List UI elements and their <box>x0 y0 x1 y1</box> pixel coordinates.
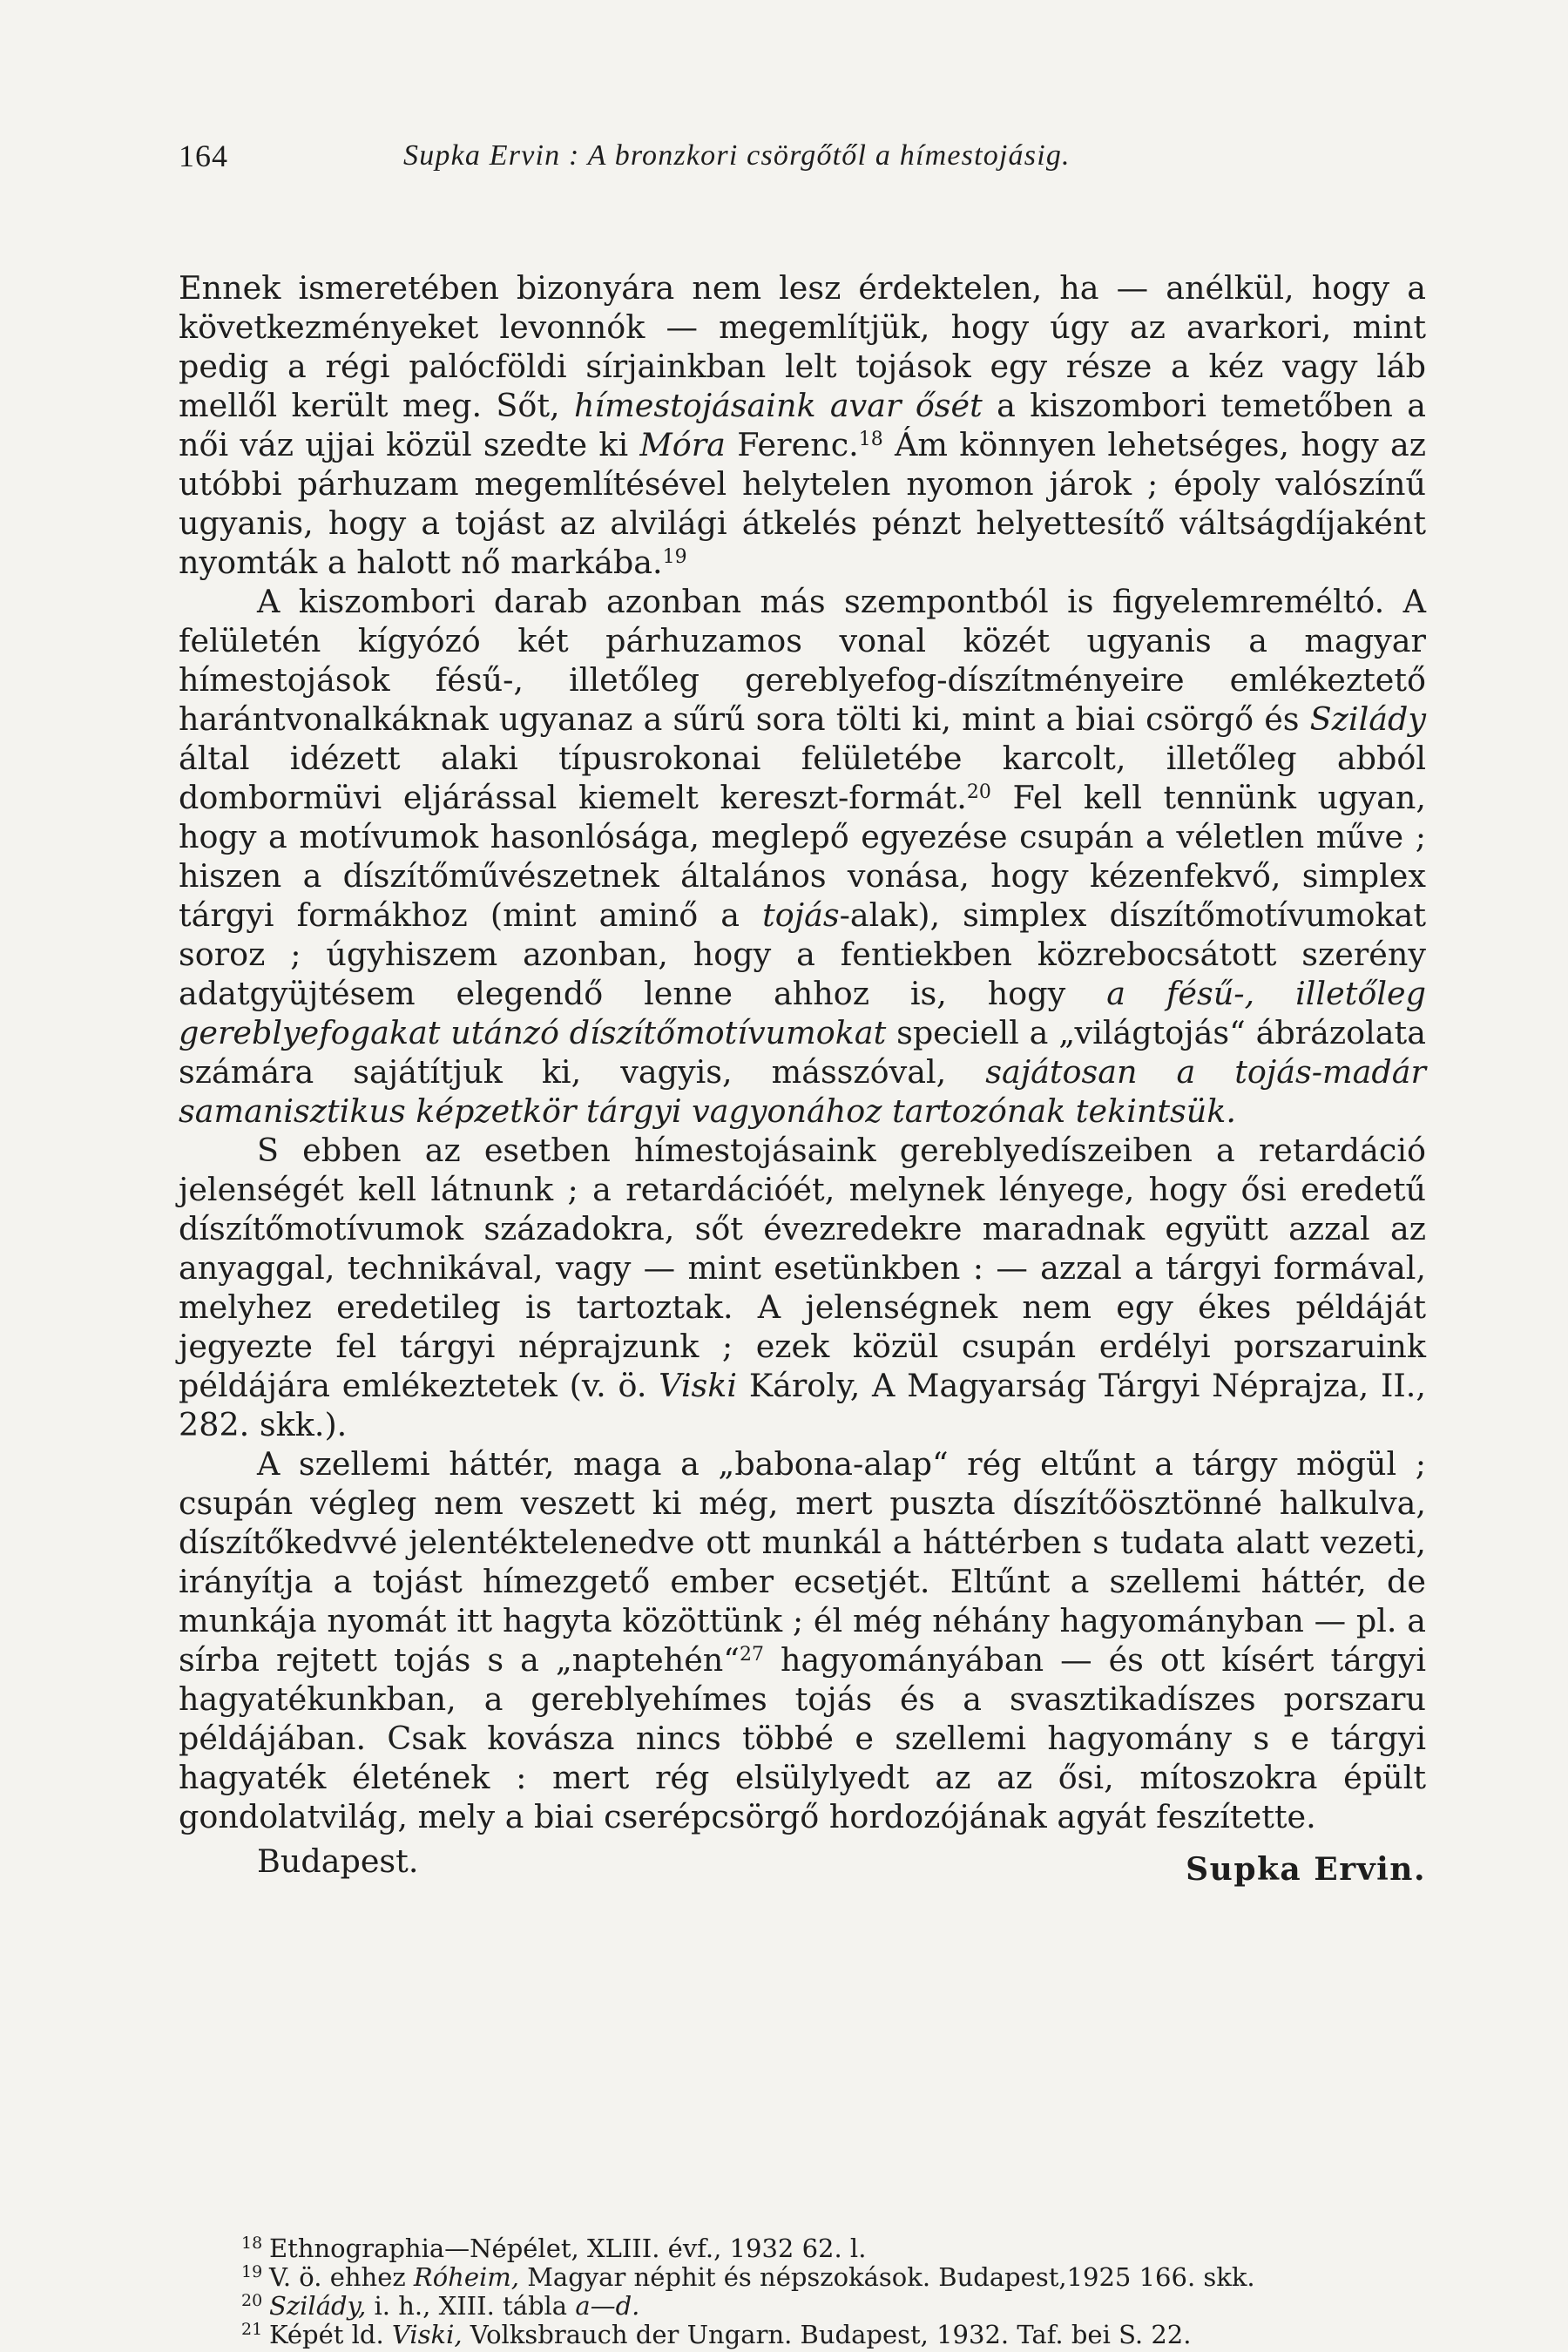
footnote-reference: 18 <box>858 429 883 450</box>
text-run: Képét ld. <box>269 2320 392 2349</box>
footnote-marker: 21 <box>241 2320 263 2339</box>
italic-text: tojás <box>762 896 840 934</box>
paragraph-3 <box>179 1131 1426 1444</box>
footnote-marker: 20 <box>241 2291 263 2310</box>
text-run: -alak), simplex díszítőmotívumokat soroz ; úgyhiszem azonban, hogy a fentiekben közrebocsátott szerény adatgyüjtésem elegendő lenne ahhoz is, hogy <box>179 896 1426 1012</box>
text-run: Volksbrauch der Ungarn. Budapest, 1932. Taf. bei S. 22. <box>462 2320 1192 2349</box>
footnote-text <box>269 2320 1191 2349</box>
footnote-reference: 20 <box>966 781 991 803</box>
text-run: i. h., XIII. tábla <box>366 2291 576 2321</box>
italic-text: Szilády, <box>269 2291 367 2321</box>
text-run: S ebben az esetben hímestojásaink gereblyedíszeiben a retardáció jelenségét kell látnunk ; a retardációét, melynek lényege, hogy ősi eredetű díszítőmotívumok századokra, sőt évezredekre maradnak együtt azzal az anyaggal, technikával, vagy — mint esetünkben : — azzal a tárgyi formával, melyhez eredetileg is tartoztak. A jelenségnek nem egy ékes példáját jegyezte fel tárgyi néprajzunk ; ezek közül csupán erdélyi porszaruink példájára emlékeztetek (v. ö. <box>179 1132 1426 1404</box>
italic-text: Viski, <box>391 2320 463 2349</box>
signature-author: Supka Ervin. <box>1186 1851 1426 1888</box>
text-run: Károly, A Magyarság Tárgyi Néprajza, II., 282. skk.). <box>179 1367 1426 1443</box>
text-run: A szellemi háttér, maga a „babona-alap“ rég eltűnt a tárgy mögül ; csupán végleg nem veszett ki még, mert puszta díszítőösztönné halkulva, díszítőkedvvé jelentéktelenedve ott munkál a háttérben s tudata alatt vezeti, irányítja a tojást hímezgető ember ecsetjét. Eltűnt a szellemi háttér, de munkája nyomát itt hagyta közöttünk ; él még néhány hagyományban — pl. a sírba rejtett tojás s a „naptehén“ <box>179 1445 1426 1679</box>
footnote-marker: 18 <box>241 2234 263 2253</box>
text-run: Ferenc. <box>725 426 859 463</box>
footnote-reference: 19 <box>662 546 687 568</box>
italic-text: Móra <box>639 426 726 463</box>
italic-text: a—d. <box>575 2291 640 2321</box>
text-run: a kiszombori temetőben a női váz ujjai közül szedte ki <box>179 387 1427 463</box>
italic-text: Róheim, <box>413 2262 520 2292</box>
footnote-reference: 27 <box>739 1644 764 1666</box>
italic-text: a fésű-, illetőleg gereblyefogakat utánzó díszítőmotívumokat <box>179 975 1426 1051</box>
footnote-marker: 19 <box>241 2262 263 2281</box>
text-run: hagyományában — és ott kísért tárgyi hagyatékunkban, a gereblyehímes tojás és a svasztikadíszes porszaru példájában. Csak kovásza nincs többé e szellemi hagyomány s e tárgyi hagyaték életének : mert rég elsülylyedt az az ősi, mítoszokra épült gondolatvilág, mely a biai cserépcsörgő hordozójának agyát feszítette. <box>179 1641 1426 1835</box>
text-run: Ám könnyen lehetséges, hogy az utóbbi párhuzam megemlítésével helytelen nyomon járok ; époly valószínű ugyanis, hogy a tojást az alvilági átkelés pénzt helyettesítő váltságdíjaként nyomták a halott nő markába. <box>179 426 1426 581</box>
page-header <box>179 138 1424 181</box>
italic-text: sajátosan a tojás-madár samanisztikus képzetkör tárgyi vagyonához tartozónak tekintsük. <box>179 1053 1426 1130</box>
italic-text: Szilády <box>1309 700 1426 738</box>
footnotes <box>179 2234 1426 2349</box>
text-run: A kiszombori darab azonban más szempontból is figyelemreméltó. A felületén kígyózó két párhuzamos vonal közét ugyanis a magyar hímestojások fésű-, illetőleg gereblyefog-díszítményeire emlékeztető harántvonalkáknak ugyanaz a sűrű sora tölti ki, mint a biai csörgő és <box>179 583 1426 738</box>
footnote-20 <box>179 2292 1426 2321</box>
text-run: Ennek ismeretében bizonyára nem lesz érdektelen, ha — anélkül, hogy a következményeket levonnók — megemlítjük, hogy úgy az avarkori, mint pedig a régi palócföldi sírjainkban lelt tojások egy része a kéz vagy láb mellől került meg. Sőt, <box>179 269 1426 424</box>
italic-text: hímestojásaink avar ősét <box>573 387 983 424</box>
paragraph-1 <box>179 268 1426 582</box>
text-run: speciell a „világtojás“ ábrázolata számára sajátítjuk ki, vagyis, másszóval, <box>179 1014 1426 1091</box>
italic-text: Viski <box>659 1367 738 1404</box>
running-head: Supka Ervin : A bronzkori csörgőtől a hímestojásig. <box>403 139 1071 172</box>
footnote-19 <box>179 2263 1426 2292</box>
text-run: Fel kell tennünk ugyan, hogy a motívumok hasonlósága, meglepő egyezése csupán a véletlen műve ; hiszen a díszítőművészetnek általános vonása, hogy kézenfekvő, simplex tárgyi formákhoz (mint aminő a <box>179 779 1427 934</box>
signature-place: Budapest. <box>257 1842 419 1880</box>
paragraph-2 <box>179 582 1426 1131</box>
footnote-18 <box>179 2234 1426 2263</box>
footnote-text <box>269 2262 1255 2292</box>
text-run: Magyar néphit és népszokások. Budapest,1925 166. skk. <box>519 2262 1255 2292</box>
footnote-text <box>269 2234 866 2263</box>
signature-row <box>179 1838 1426 1888</box>
footnote-text <box>269 2291 639 2321</box>
page-number: 164 <box>179 139 228 173</box>
paragraph-4 <box>179 1444 1426 1836</box>
footnote-21 <box>179 2321 1426 2349</box>
article-body <box>179 268 1427 1888</box>
text-run: által idézett alaki típusrokonai felületébe karcolt, illetőleg abból dombormüvi eljárással kiemelt kereszt-formát. <box>179 740 1426 816</box>
text-run: Ethnographia—Népélet, XLIII. évf., 1932 62. l. <box>269 2234 867 2263</box>
text-run: V. ö. ehhez <box>269 2262 414 2292</box>
